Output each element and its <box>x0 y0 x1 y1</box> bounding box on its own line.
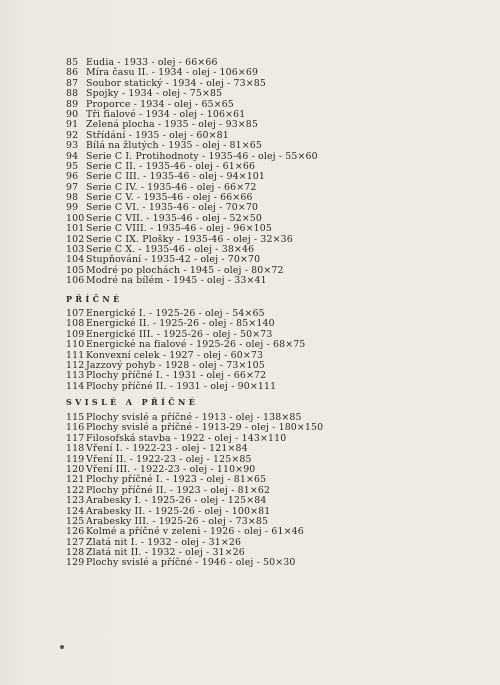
entry-text: Modré na bílém - 1945 - olej - 33×41 <box>86 275 267 287</box>
entry-text: Serie C III. - 1935-46 - olej - 94×101 <box>86 171 266 183</box>
entry-text: Plochy příčné II. - 1923 - olej - 81×62 <box>86 484 271 496</box>
entry-number: 108 <box>66 318 85 330</box>
entry-text: Zelená plocha - 1935 - olej - 93×85 <box>86 119 259 131</box>
entry-number: 100 <box>66 212 85 224</box>
entry-text: Serie C I. Protihodnoty - 1935-46 - olej - 55×60 <box>86 150 318 162</box>
entry-text: Serie C VIII. - 1935-46 - olej - 96×105 <box>86 223 272 235</box>
entry-text: Modré po plochách - 1945 - olej - 80×72 <box>86 264 284 276</box>
entry-text: Zlatá nit I. - 1932 - olej - 31×26 <box>86 536 242 548</box>
entry-text: Energické I. - 1925-26 - olej - 54×65 <box>86 308 265 319</box>
entry-number: 104 <box>66 254 85 266</box>
entry-number: 110 <box>66 339 85 351</box>
entry-number: 109 <box>66 328 85 340</box>
entry-text: Plochy svislé a příčné - 1913-29 - olej - 180×150 <box>86 422 324 434</box>
entry-number: 99 <box>66 202 79 214</box>
entry-text: Serie C IX. Plošky - 1935-46 - olej - 32×36 <box>86 233 293 245</box>
entry-number: 85 <box>66 57 79 68</box>
entry-text: Vření III. - 1922-23 - olej - 110×90 <box>86 463 256 475</box>
entry-number: 94 <box>66 150 79 162</box>
entry-number: 93 <box>66 140 79 152</box>
entry-text: Míra času II. - 1934 - olej - 106×69 <box>86 67 259 79</box>
entry-number: 123 <box>66 495 85 507</box>
entry-number: 124 <box>66 505 85 517</box>
entry-number: 118 <box>66 443 85 455</box>
entry-number: 106 <box>66 275 85 287</box>
entry-text: Proporce - 1934 - olej - 65×65 <box>86 98 234 110</box>
entry-number: 98 <box>66 192 79 204</box>
entry-text: Soubor statický - 1934 - olej - 73×85 <box>86 77 266 89</box>
entry-number: 119 <box>66 453 85 465</box>
entry-text: Vření I. - 1922-23 - olej - 121×84 <box>86 443 248 455</box>
entry-text: Střídání - 1935 - olej - 60×81 <box>86 129 229 141</box>
entry-text: Filosofská stavba - 1922 - olej - 143×110 <box>86 432 287 444</box>
entry-text: Kolmé a příčné v zeleni - 1926 - olej - 61×46 <box>86 526 304 538</box>
entry-number: 115 <box>66 412 85 423</box>
entry-text: Serie C II. - 1935-46 - olej - 61×66 <box>86 160 256 172</box>
entry-text: Arabesky III. - 1925-26 - olej - 73×85 <box>86 515 269 527</box>
entry-number: 90 <box>66 108 79 120</box>
entry-number: 116 <box>66 422 85 434</box>
entry-number: 89 <box>66 98 79 110</box>
artwork-list-section-2 <box>66 309 305 392</box>
entry-text: Plochy svislé a příčné - 1913 - olej - 138×85 <box>86 412 302 423</box>
entry-number: 97 <box>66 181 79 193</box>
entry-text: Serie C IV. - 1935-46 - olej - 66×72 <box>86 181 257 193</box>
entry-text: Bílá na žlutých - 1935 - olej - 81×65 <box>86 140 262 152</box>
entry-text: Plochy svislé a příčné - 1946 - olej - 50×30 <box>86 557 296 569</box>
artwork-entry <box>66 382 305 392</box>
entry-number: 129 <box>66 557 85 569</box>
entry-number: 107 <box>66 308 85 319</box>
entry-number: 103 <box>66 244 85 256</box>
artwork-list-section-3 <box>66 413 323 569</box>
entry-number: 102 <box>66 233 85 245</box>
artwork-list-section-1 <box>66 58 318 287</box>
entry-text: Arabesky II. - 1925-26 - olej - 100×81 <box>86 505 271 517</box>
entry-text: Arabesky I. - 1925-26 - olej - 125×84 <box>86 495 267 507</box>
entry-text: Serie C V. - 1935-46 - olej - 66×66 <box>86 192 253 204</box>
entry-text: Vření II. - 1922-23 - olej - 125×85 <box>86 453 252 465</box>
entry-text: Plochy příčné I. - 1931 - olej - 66×72 <box>86 370 267 382</box>
entry-number: 87 <box>66 77 79 89</box>
entry-text: Tři fialové - 1934 - olej - 106×61 <box>86 108 246 120</box>
entry-text: Eudia - 1933 - olej - 66×66 <box>86 57 218 68</box>
entry-text: Stupňování - 1935-42 - olej - 70×70 <box>86 254 261 266</box>
entry-number: 121 <box>66 474 85 486</box>
entry-text: Serie C X. - 1935-46 - olej - 38×46 <box>86 244 255 256</box>
entry-number: 117 <box>66 432 85 444</box>
entry-number: 95 <box>66 160 79 172</box>
entry-text: Serie C VII. - 1935-46 - olej - 52×50 <box>86 212 262 224</box>
artwork-entry <box>66 558 323 568</box>
entry-text: Energické III. - 1925-26 - olej - 50×73 <box>86 328 273 340</box>
entry-text: Energické na fialové - 1925-26 - olej - 68×75 <box>86 339 306 351</box>
section-heading-pricne: PŘÍČNÉ <box>66 294 123 304</box>
entry-number: 126 <box>66 526 85 538</box>
entry-text: Energické II. - 1925-26 - olej - 85×140 <box>86 318 275 330</box>
entry-text: Spojky - 1934 - olej - 75×85 <box>86 88 223 100</box>
entry-text: Zlatá nit II. - 1932 - olej - 31×26 <box>86 547 245 559</box>
entry-number: 101 <box>66 223 85 235</box>
entry-number: 91 <box>66 119 79 131</box>
entry-number: 128 <box>66 547 85 559</box>
entry-number: 96 <box>66 171 79 183</box>
entry-number: 88 <box>66 88 79 100</box>
entry-number: 120 <box>66 463 85 475</box>
entry-text: Plochy příčné I. - 1923 - olej - 81×65 <box>86 474 267 486</box>
entry-text: Serie C VI. - 1935-46 - olej - 70×70 <box>86 202 259 214</box>
entry-number: 127 <box>66 536 85 548</box>
entry-number: 112 <box>66 359 85 371</box>
entry-number: 114 <box>66 380 85 392</box>
entry-number: 122 <box>66 484 85 496</box>
artwork-entry <box>66 276 318 286</box>
entry-text: Konvexní celek - 1927 - olej - 60×73 <box>86 349 264 361</box>
section-heading-svisle-a-pricne: SVISLÉ A PŘÍČNÉ <box>66 397 199 407</box>
entry-number: 111 <box>66 349 85 361</box>
entry-number: 113 <box>66 370 85 382</box>
entry-text: Jazzový pohyb - 1928 - olej - 73×105 <box>86 359 265 371</box>
entry-number: 125 <box>66 515 85 527</box>
entry-number: 92 <box>66 129 79 141</box>
entry-text: Plochy příčné II. - 1931 - olej - 90×111 <box>86 380 277 392</box>
entry-number: 105 <box>66 264 85 276</box>
entry-number: 86 <box>66 67 79 79</box>
ink-speck <box>60 645 64 649</box>
